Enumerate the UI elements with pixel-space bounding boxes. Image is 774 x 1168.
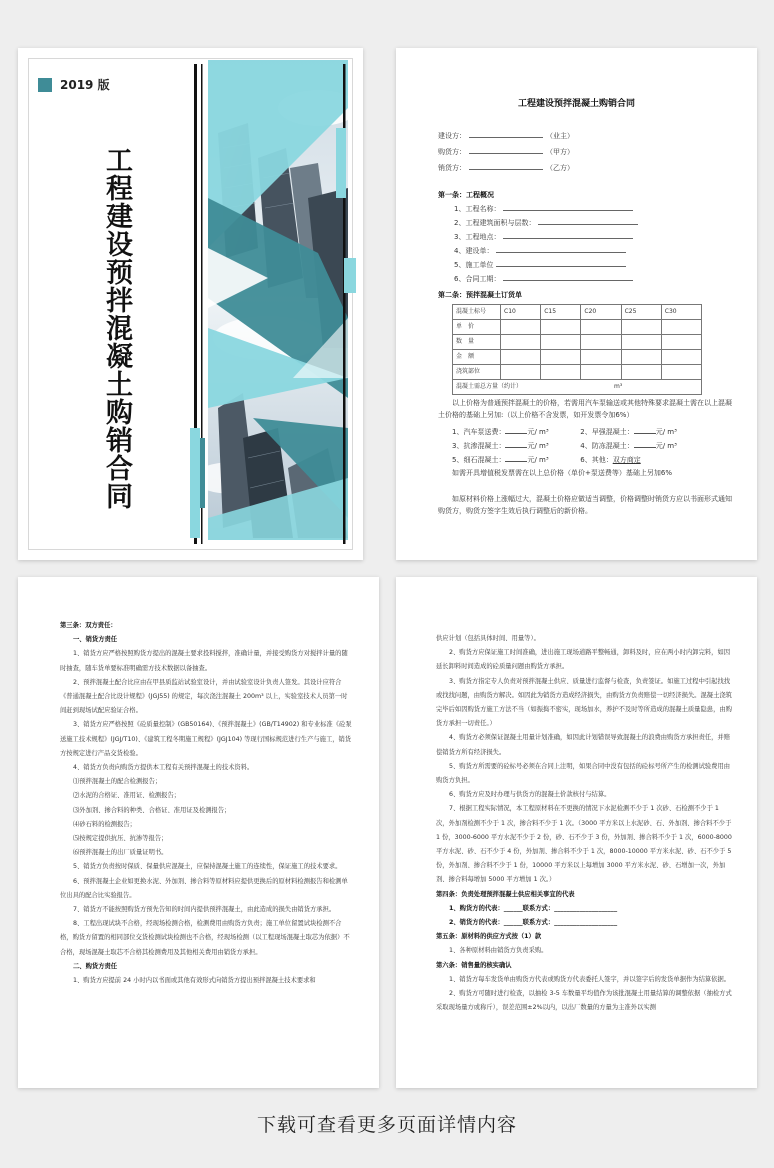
table-row: [453, 335, 702, 350]
fee-unit: 元/ m³: [527, 442, 549, 450]
party-role: （业主）: [546, 132, 574, 140]
clause-paragraph: ⑹预拌混凝土的出厂质量证明书。: [73, 849, 168, 857]
clause-paragraph: 5、购货方所需要的砼标号必须在合同上注明，如果合同中没有包括的砼标号所产生的检测试验费用由购货方负担。: [436, 762, 731, 785]
fee-item: [452, 425, 578, 439]
section-heading: 二、购货方责任: [73, 962, 118, 970]
clause-paragraph: 7、根据工程实际情况，本工程原材料在不更换的情况下水泥检测不少于 1 次砂、石检测不少于 1 次，外加剂检测不少于 1 次，掺合料不少于 1 次。（3000 平方米以上水泥砂、石、外加剂、掺合料不少于 1 份，3000-6000 平方水泥不少于 2 份，砂、石不少于 3 份，外加剂、掺合料不少于 1 次，6000-8000 平方水泥、砂、石不少于 4 份，外加剂、掺合料不少于 1 次，8000-10000 平方米水泥、砂、石不少于 5 份，外加剂、掺合料不少于 1 份，10000 平方米以上每增加 3000 平方米水泥、砂、石增加一次，外加剂、掺合料每增加 5000 平方增加 1 次。）: [436, 805, 732, 884]
section-heading: 第六条：销售量的核实确认: [436, 961, 512, 969]
clause-paragraph: 1、销货方每车发货单由购货方代表或购货方代表委托人签字，并以签字后的发货单据作为结算依据。: [449, 975, 731, 983]
table-row: [453, 350, 702, 365]
party-blank: [469, 145, 543, 154]
fee-value: 双方商定: [612, 456, 641, 464]
table-cell: [621, 350, 661, 365]
total-label: 混凝土需总方量（约计）: [456, 383, 523, 390]
table-cell: C30: [661, 305, 701, 320]
section-heading: 第五条：原材料的供应方式按（1）款: [436, 933, 542, 941]
fee-label: 3、抗渗混凝土：: [452, 442, 506, 450]
fee-label: 5、细石混凝土：: [452, 456, 506, 464]
section-heading: 1、购货方的代表：______联系方式：____________________: [449, 904, 618, 912]
fee-row: [438, 439, 737, 453]
party-line: [438, 160, 737, 176]
fee-row: [438, 425, 737, 439]
page-3-text: [436, 632, 733, 1015]
clause-paragraph: 1、各种原材料由销货方负责采购。: [449, 947, 548, 955]
contract-page-1: [396, 48, 757, 560]
table-cell: [501, 350, 541, 365]
table-cell: C20: [581, 305, 621, 320]
fee-blank: [505, 440, 527, 448]
tax-paragraph: 如需开具增值税发票需在以上总价格（单价+泵送费等）基础上另加6%: [452, 469, 672, 477]
clause-paragraph: 3、购货方指定专人负责对预拌混凝土供应、质量进行监督与检查，负责签证。如施工过程中引起找找或找找问题，由购货方解决。如因此为销货方造成经济损失，由购货方负责赔偿一切经济损失。混凝土浇筑完毕后如因购货方施工方法不当（如振捣不密实，现场加水，养护不及时等所造成的混凝土质量隐患，由购货方承担一切责任。）: [436, 677, 732, 728]
item-blank: [496, 244, 626, 253]
item-label: 5、施工单位: [454, 261, 494, 269]
clause-paragraph: ⑴预拌混凝土的配合检测报告；: [73, 778, 162, 786]
fee-item: [580, 453, 706, 467]
fee-unit: 元/ m³: [655, 428, 677, 436]
item-blank: [503, 202, 633, 211]
party-label: 建设方：: [438, 132, 466, 140]
table-cell: C10: [501, 305, 541, 320]
fee-unit: 元/ m³: [655, 442, 677, 450]
table-row: [453, 380, 702, 395]
clause-paragraph: 1、购货方应提前 24 小时内以书面或其他有效形式向销货方提出预拌混凝土技术要求和: [73, 977, 316, 985]
clause-paragraph: 5、销货方负责按时保质、保量供应混凝土，应保持混凝土施工的连续性，保证施工的技术要求。: [73, 863, 342, 871]
party-line: [438, 144, 737, 160]
item-blank: [503, 230, 633, 239]
fee-item: [580, 439, 706, 453]
table-cell: [541, 365, 581, 380]
table-cell: [581, 350, 621, 365]
party-blank: [469, 129, 543, 138]
clause-paragraph: ⑸按规定提供抗压、抗渗等报告；: [73, 835, 168, 843]
cover-title: 工程建设预拌混凝土购销合同: [101, 146, 132, 510]
adjust-paragraph: 如原材料价格上涨幅过大，混凝土价格应做适当调整，价格调整时销货方应以书面形式通知购货方，购货方签字生效后执行调整后的新价格。: [438, 495, 732, 515]
fee-blank: [505, 454, 527, 462]
project-item: [438, 230, 737, 244]
project-item: [438, 272, 737, 286]
contract-title: 工程建设预拌混凝土购销合同: [517, 99, 635, 109]
party-label: 销货方：: [438, 164, 466, 172]
fee-label: 1、汽车泵送费：: [452, 428, 506, 436]
fee-blank: [634, 440, 656, 448]
table-row: [453, 305, 702, 320]
table-cell: 金 额: [453, 350, 501, 365]
clause-paragraph: 3、销货方应严格按照《砼质量控制》(GB50164)、《预拌混凝土》(GB/T14902) 和专业标准《砼泵送施工技术规程》(JGJ/T10)、《建筑工程冬期施工规程》(JGJ104) 等现行国标规范进行生产与施工，销货方按规定进行产品交货检验。: [60, 721, 352, 757]
fee-label: 6、其他：: [580, 456, 613, 464]
section-heading: 第二条：预拌混凝土订货单: [438, 291, 522, 299]
clause-paragraph: ⑷砂石料的检测报告；: [73, 820, 136, 828]
table-row: [453, 365, 702, 380]
fee-blank: [634, 426, 656, 434]
year-marker: [38, 78, 52, 92]
clause-paragraph: 8、工程出现试块不合格，经现场检测合格，检测费用由购货方负责；施工单位留置试块检测不合格，购货方留置的相同部位交货检测试块检测也不合格，经现场检测（以工程现场混凝土取芯为依据）不合格，现场混凝土取芯不合格其检测费用及其他相关费用由销货方承担。: [60, 920, 350, 956]
table-cell: [501, 335, 541, 350]
table-cell: 混凝土标号: [453, 305, 501, 320]
fee-unit: 元/ m³: [527, 456, 549, 464]
item-blank: [503, 272, 633, 281]
cover-illustration: [18, 48, 363, 560]
fee-item: [452, 439, 578, 453]
item-label: 6、合同工期：: [454, 275, 501, 283]
section-heading: 第四条：负责处理预拌混凝土供应相关事宜的代表: [436, 890, 575, 898]
fee-item: [580, 425, 706, 439]
fee-item: [452, 453, 578, 467]
clause-paragraph: 7、销货方不能按照购货方预先告知的时间内提供预拌混凝土，由此造成的损失由销货方承担。: [73, 906, 336, 914]
cover-page: [18, 48, 363, 560]
fee-label: 4、防冻混凝土：: [580, 442, 634, 450]
item-label: 2、工程建筑面积与层数：: [454, 219, 536, 227]
table-cell: [541, 320, 581, 335]
section-heading: 一、销货方责任: [73, 636, 118, 644]
party-blank: [469, 161, 543, 170]
party-label: 购货方：: [438, 148, 466, 156]
table-cell: [581, 365, 621, 380]
item-label: 1、工程名称：: [454, 205, 501, 213]
order-table: [452, 304, 702, 395]
table-cell: 浇筑部位: [453, 365, 501, 380]
item-blank: [496, 258, 626, 267]
contract-body: [438, 128, 737, 517]
fee-label: 2、早强混凝土：: [580, 428, 634, 436]
table-cell: [661, 320, 701, 335]
cover-year: 2019 版: [60, 78, 110, 92]
clause-paragraph: ⑵水泥的合格证、准用证、检测报告；: [73, 792, 181, 800]
clause-paragraph: 6、预拌混凝土企业如更换水泥、外加剂、掺合料等原材料应提供更换后的原材料检测报告和检测单位出具的配合比实验报告。: [60, 877, 348, 899]
table-cell: [621, 320, 661, 335]
item-label: 4、建设单：: [454, 247, 494, 255]
party-role: （甲方）: [546, 148, 574, 156]
download-prompt: 下载可查看更多页面详情内容: [256, 1114, 517, 1136]
fee-unit: 元/ m³: [527, 428, 549, 436]
table-cell: [501, 365, 541, 380]
clause-paragraph: 4、购货方必须保证混凝土用量计划准确，如因此计划错误导致混凝土的浪费由购货方承担责任，并赔偿销货方所有经济损失。: [436, 734, 731, 756]
item-label: 3、工程地点：: [454, 233, 501, 241]
table-total-cell: [453, 380, 702, 395]
project-item: [438, 244, 737, 258]
table-cell: 单 价: [453, 320, 501, 335]
fee-blank: [505, 426, 527, 434]
contract-page-3: [396, 577, 757, 1088]
table-cell: [501, 320, 541, 335]
section-heading: 第一条：工程概况: [438, 191, 494, 199]
party-line: [438, 128, 737, 144]
section-heading: 第三条：双方责任：: [60, 622, 117, 629]
table-row: [453, 320, 702, 335]
table-cell: [661, 365, 701, 380]
table-cell: C15: [541, 305, 581, 320]
clause-paragraph: 2、购货方应保证施工时间准确，进出施工现场道路平整畅通，卸料及时，应在两小时内卸完料，如因延长卸料时间造成的砼质量问题由购货方承担。: [436, 649, 731, 671]
price-paragraph: 以上价格为普通预拌混凝土的价格，若需用汽车泵输送或其他特殊要求混凝土需在以上混凝土价格的基础上另加:（以上价格不含发票，如开发票令加6%）: [438, 399, 732, 419]
clause-paragraph: 6、购货方应及时办理与供货方的混凝土价款核付与结算。: [449, 791, 611, 799]
section-heading: 2、销货方的代表：______联系方式：____________________: [449, 919, 618, 927]
contract-page-2: [18, 577, 379, 1088]
fee-row: [438, 453, 737, 467]
clause-paragraph: 供应计划（包括具体时间、用量等）。: [436, 635, 540, 642]
table-cell: 数 量: [453, 335, 501, 350]
table-cell: [581, 320, 621, 335]
page-2-text: [60, 619, 353, 988]
table-cell: [621, 365, 661, 380]
clause-paragraph: 1、销货方应严格按照购货方提出的混凝土要求投料搅拌，准确计量，并接受购货方对搅拌计量的随时抽查，随车货单要标准明确需方技术数据以备抽查。: [60, 650, 348, 672]
table-cell: [621, 335, 661, 350]
table-cell: [541, 350, 581, 365]
item-blank: [538, 216, 638, 225]
total-unit: m³: [614, 383, 623, 390]
table-cell: C25: [621, 305, 661, 320]
project-item: [438, 258, 737, 272]
clause-paragraph: ⑶外加剂、掺合料的种类、合格证、准用证及检测报告；: [73, 806, 231, 814]
table-cell: [581, 335, 621, 350]
table-cell: [541, 335, 581, 350]
party-role: （乙方）: [546, 164, 574, 172]
clause-paragraph: 2、购货方可随时进行检查，以抽检 3-5 车数量平均值作为该批混凝土用量结算的调整依据（抽检方式采取现场量方或称斤），误差范围±2%以内，以出厂数量的方量为主准外以实测: [436, 990, 732, 1012]
project-item: [438, 216, 737, 230]
project-item: [438, 202, 737, 216]
table-cell: [661, 350, 701, 365]
clause-paragraph: 2、预拌混凝土配合比应由在甲县质监站试验室设计，并由试验室设计负责人签发。其设计应符合《普通混凝土配合比设计规程》(JGJ55) 的规定，每次浇注混凝土 200m³ 以上，实验室技术人员第一时间赶到现场试配应验证合格。: [60, 678, 348, 715]
clause-paragraph: 4、销货方负责向购货方提供本工程有关预拌混凝土的技术资料。: [73, 764, 254, 772]
table-cell: [661, 335, 701, 350]
